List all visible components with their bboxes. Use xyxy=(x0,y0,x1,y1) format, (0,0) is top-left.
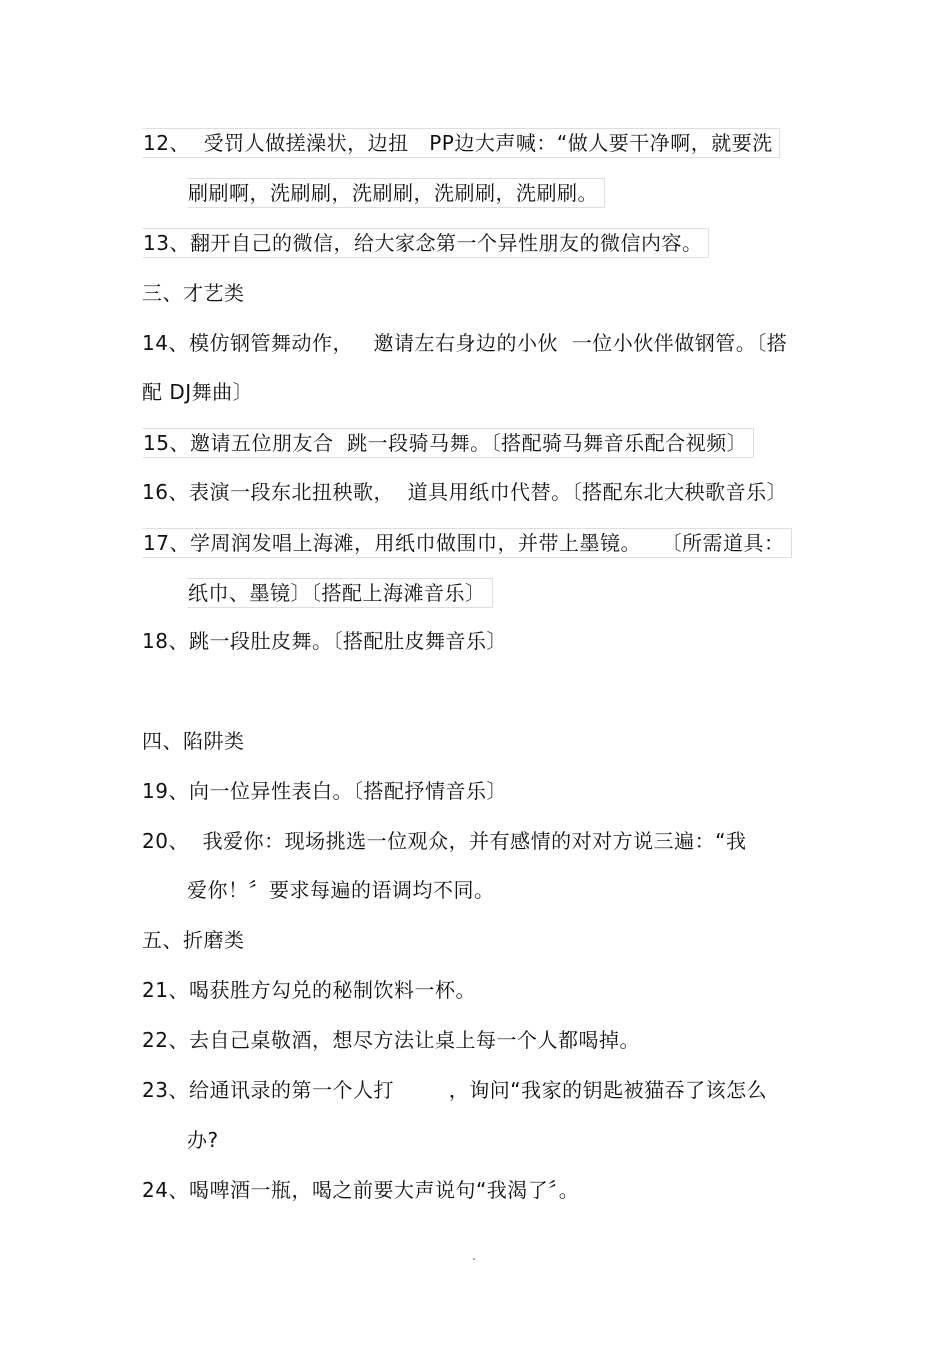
item-19: 19、向一位异性表白。〔搭配抒情音乐〕 xyxy=(142,779,507,803)
item-14-line-2: 配 DJ舞曲〕 xyxy=(142,380,254,404)
item-15: 15、邀请五位朋友合 跳一段骑马舞。〔搭配骑马舞音乐配合视频〕 xyxy=(142,428,754,458)
section-heading-torment: 五、折磨类 xyxy=(142,928,245,952)
section-heading-talent: 三、才艺类 xyxy=(142,281,245,305)
item-24: 24、喝啤酒一瓶，喝之前要大声说句“我渴了〞。 xyxy=(142,1178,580,1202)
item-16: 16、表演一段东北扭秧歌， 道具用纸巾代替。〔搭配东北大秧歌音乐〕 xyxy=(142,480,788,504)
item-17-line-1: 17、学周润发唱上海滩，用纸巾做围巾，并带上墨镜。 〔所需道具： xyxy=(142,528,792,558)
item-20-line-2: 爱你！〞要求每遍的语调均不同。 xyxy=(187,878,495,902)
item-20-line-1: 20、 我爱你：现场挑选一位观众，并有感情的对对方说三遍：“我 xyxy=(142,829,747,853)
item-12-line-1: 12、 受罚人做搓澡状，边扭 PP边大声喊：“做人要干净啊，就要洗 xyxy=(142,128,780,158)
item-17-line-2: 纸巾、墨镜〕〔搭配上海滩音乐〕 xyxy=(187,578,493,608)
page-dot xyxy=(473,1258,475,1260)
item-18: 18、跳一段肚皮舞。〔搭配肚皮舞音乐〕 xyxy=(142,629,507,653)
item-14-line-1: 14、模仿钢管舞动作， 邀请左右身边的小伙 一位小伙伴做钢管。〔搭 xyxy=(142,331,788,355)
item-23-line-2: 办? xyxy=(187,1128,219,1152)
section-heading-trap: 四、陷阱类 xyxy=(142,729,245,753)
item-13: 13、翻开自己的微信，给大家念第一个异性朋友的微信内容。 xyxy=(142,228,709,258)
item-23-line-1: 23、给通讯录的第一个人打 ，询问“我家的钥匙被猫吞了该怎么 xyxy=(142,1078,768,1102)
item-21: 21、喝获胜方勾兑的秘制饮料一杯。 xyxy=(142,978,476,1002)
item-22: 22、去自己桌敬酒，想尽方法让桌上每一个人都喝掉。 xyxy=(142,1028,640,1052)
item-12-line-2: 刷刷啊，洗刷刷，洗刷刷，洗刷刷，洗刷刷。 xyxy=(187,178,605,208)
